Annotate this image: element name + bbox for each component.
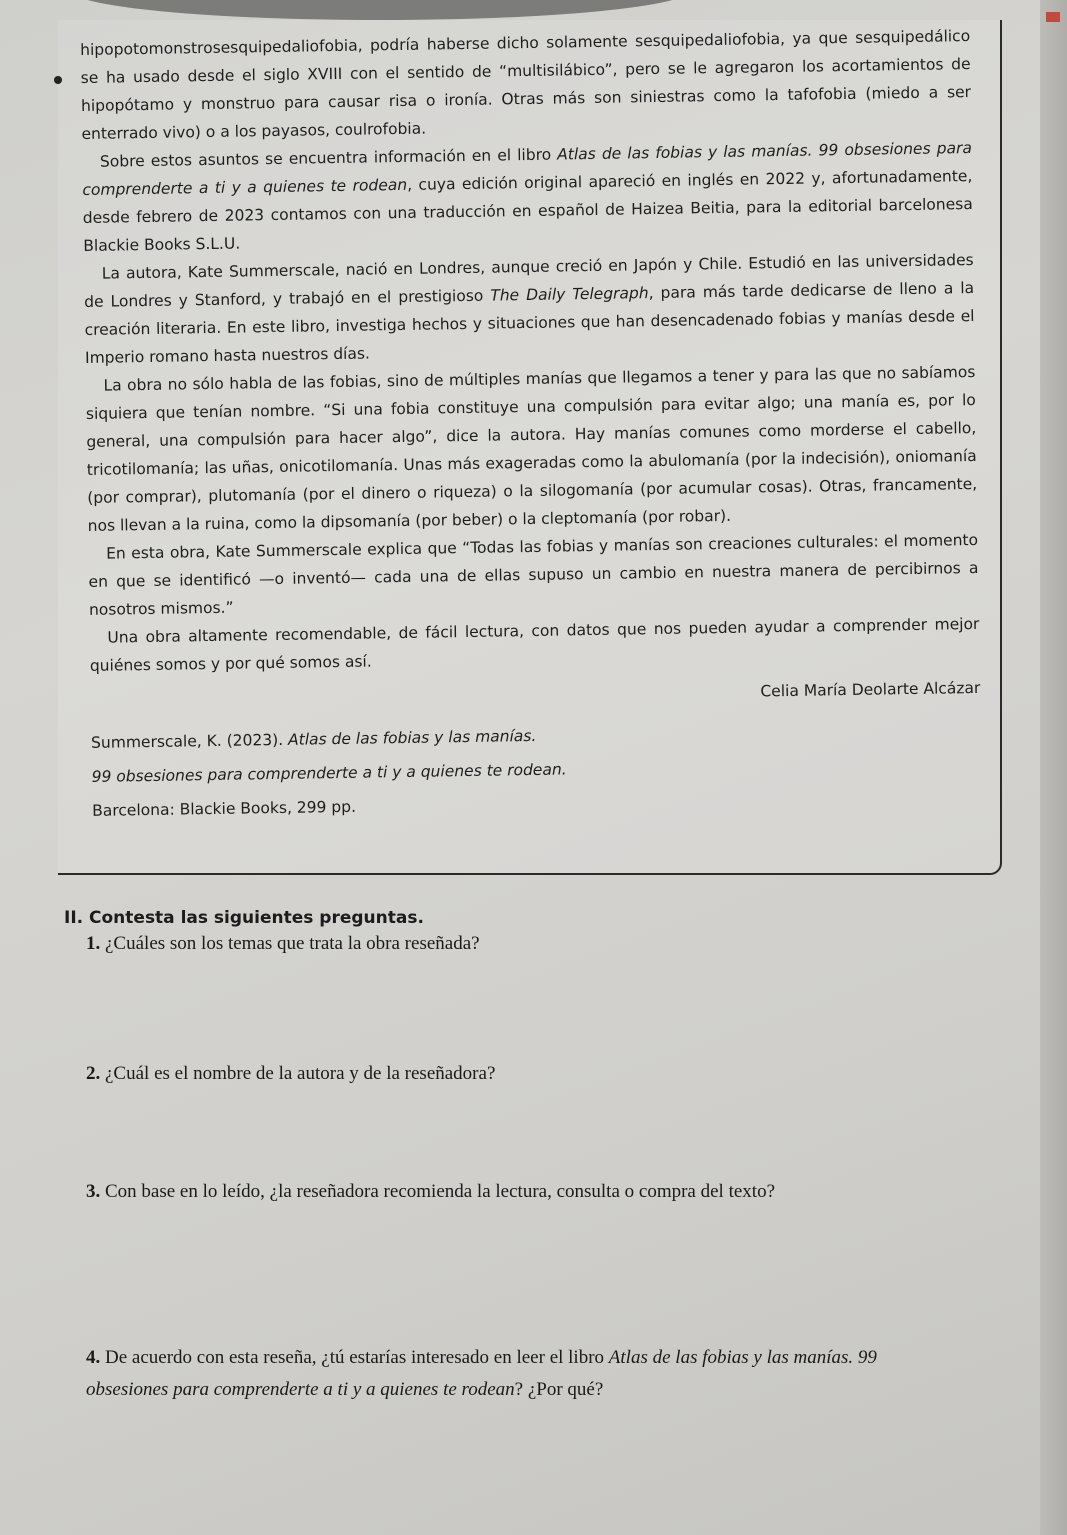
bibliographic-reference xyxy=(91,712,982,828)
question-4-title-b: obsesiones para comprenderte a ti y a quienes te rodean xyxy=(86,1379,515,1400)
question-3 xyxy=(86,1176,1046,1208)
question-1 xyxy=(86,928,1046,960)
question-2 xyxy=(86,1058,1046,1090)
review-paragraph-3-a: La autora, Kate Summerscale, nació en Londres, aunque creció en Japón y Chile. Estudió en las universidades de Londres y Stanford, y trabajó en el prestigioso xyxy=(84,250,974,311)
review-paragraph-3 xyxy=(84,246,976,372)
question-4-number: 4. xyxy=(86,1347,101,1368)
question-4 xyxy=(86,1342,1046,1406)
review-text xyxy=(80,22,982,828)
reference-title-2: 99 obsesiones para comprenderte a ti y a quienes te rodean. xyxy=(91,760,567,786)
bullet-dot xyxy=(54,76,62,84)
review-paragraph-4: La obra no sólo habla de las fobias, sino de múltiples manías que llegamos a tener y para las que no sabíamos siquiera que tenían nombre. “Si una fobia constituye una compulsión para evitar algo; una manía es, por lo general, una compulsión para hacer algo”, dice la autora. Hay manías comunes como morderse el cabello, tricotilomanía; las uñas, onicotilomanía. Unas más exageradas como la abulomanía (por la indecisión), oniomanía (por comprar), plutomanía (por el dinero o riqueza) o la silogomanía (por acumular cosas). Otras, francamente, nos llevan a la ruina, como la dipsomanía (por beber) o la cleptomanía (por robar). xyxy=(85,362,978,535)
reference-title-1: Atlas de las fobias y las manías. xyxy=(287,726,537,749)
review-paragraph-5: En esta obra, Kate Summerscale explica que “Todas las fobias y manías son creaciones culturales: el momento en que se identificó —o inventó— cada una de ellas supuso un cambio en nuestra manera de percibirnos a nosotros mismos.” xyxy=(88,530,979,619)
page-shadow xyxy=(70,0,690,20)
reference-author: Summerscale, K. (2023). xyxy=(90,730,289,752)
review-paragraph-2-a: Sobre estos asuntos se encuentra información en el libro xyxy=(99,145,558,171)
question-4-title-a: Atlas de las fobias y las manías. 99 xyxy=(608,1347,877,1368)
reviewer-signature: Celia María Deolarte Alcázar xyxy=(760,678,981,701)
review-paragraph-1: hipopotomonstrosesquipedaliofobia, podría haberse dicho solamente sesquipedaliofobia, ya que sesquipedálico se ha usado desde el siglo XVIII con el sentido de “multisilábico”, pero se le agregaron los acortamientos de hipopótamo y monstruo para causar risa o ironía. Otras más son siniestras como la tafofobia (miedo a ser enterrado vivo) o a los payasos, coulrofobia. xyxy=(80,27,972,143)
question-1-number: 1. xyxy=(86,933,101,954)
question-2-number: 2. xyxy=(86,1063,101,1084)
review-paragraph-2 xyxy=(82,134,974,260)
question-1-text: ¿Cuáles son los temas que trata la obra reseñada? xyxy=(100,933,480,954)
question-3-number: 3. xyxy=(86,1181,101,1202)
review-paragraph-6: Una obra altamente recomendable, de fácil lectura, con datos que nos pueden ayudar a comprender mejor quiénes somos y por qué somos así. xyxy=(89,614,980,675)
book-title: Atlas de las fobias y las manías. 99 obsesiones para comprenderte a ti y a quienes te rodean xyxy=(82,139,973,199)
question-4-text-a: De acuerdo con esta reseña, ¿tú estarías interesado en leer el libro xyxy=(100,1347,609,1368)
question-3-text: Con base en lo leído, ¿la reseñadora recomienda la lectura, consulta o compra del texto? xyxy=(100,1181,776,1202)
review-paragraph-2-b: , cuya edición original apareció en inglés en 2022 y, afortunadamente, desde febrero de 2023 contamos con una traducción en español de Haizea Beitia, para la editorial barcelonesa Blackie Books S.L.U. xyxy=(82,167,973,255)
adjacent-page-edge xyxy=(1040,0,1067,1535)
question-4-text-b: ? ¿Por qué? xyxy=(514,1379,604,1400)
reference-publisher: Barcelona: Blackie Books, 299 pp. xyxy=(92,797,357,820)
newspaper-title: The Daily Telegraph xyxy=(490,284,649,305)
review-paragraph-3-b: , para más tarde dedicarse de lleno a la creación literaria. En este libro, investiga hechos y situaciones que han desencadenado fobias y manías desde el Imperio romano hasta nuestros días. xyxy=(84,278,975,367)
page-tab-mark xyxy=(1046,12,1060,22)
question-2-text: ¿Cuál es el nombre de la autora y de la reseñadora? xyxy=(100,1063,496,1084)
section-title: II. Contesta las siguientes preguntas. xyxy=(64,908,424,928)
